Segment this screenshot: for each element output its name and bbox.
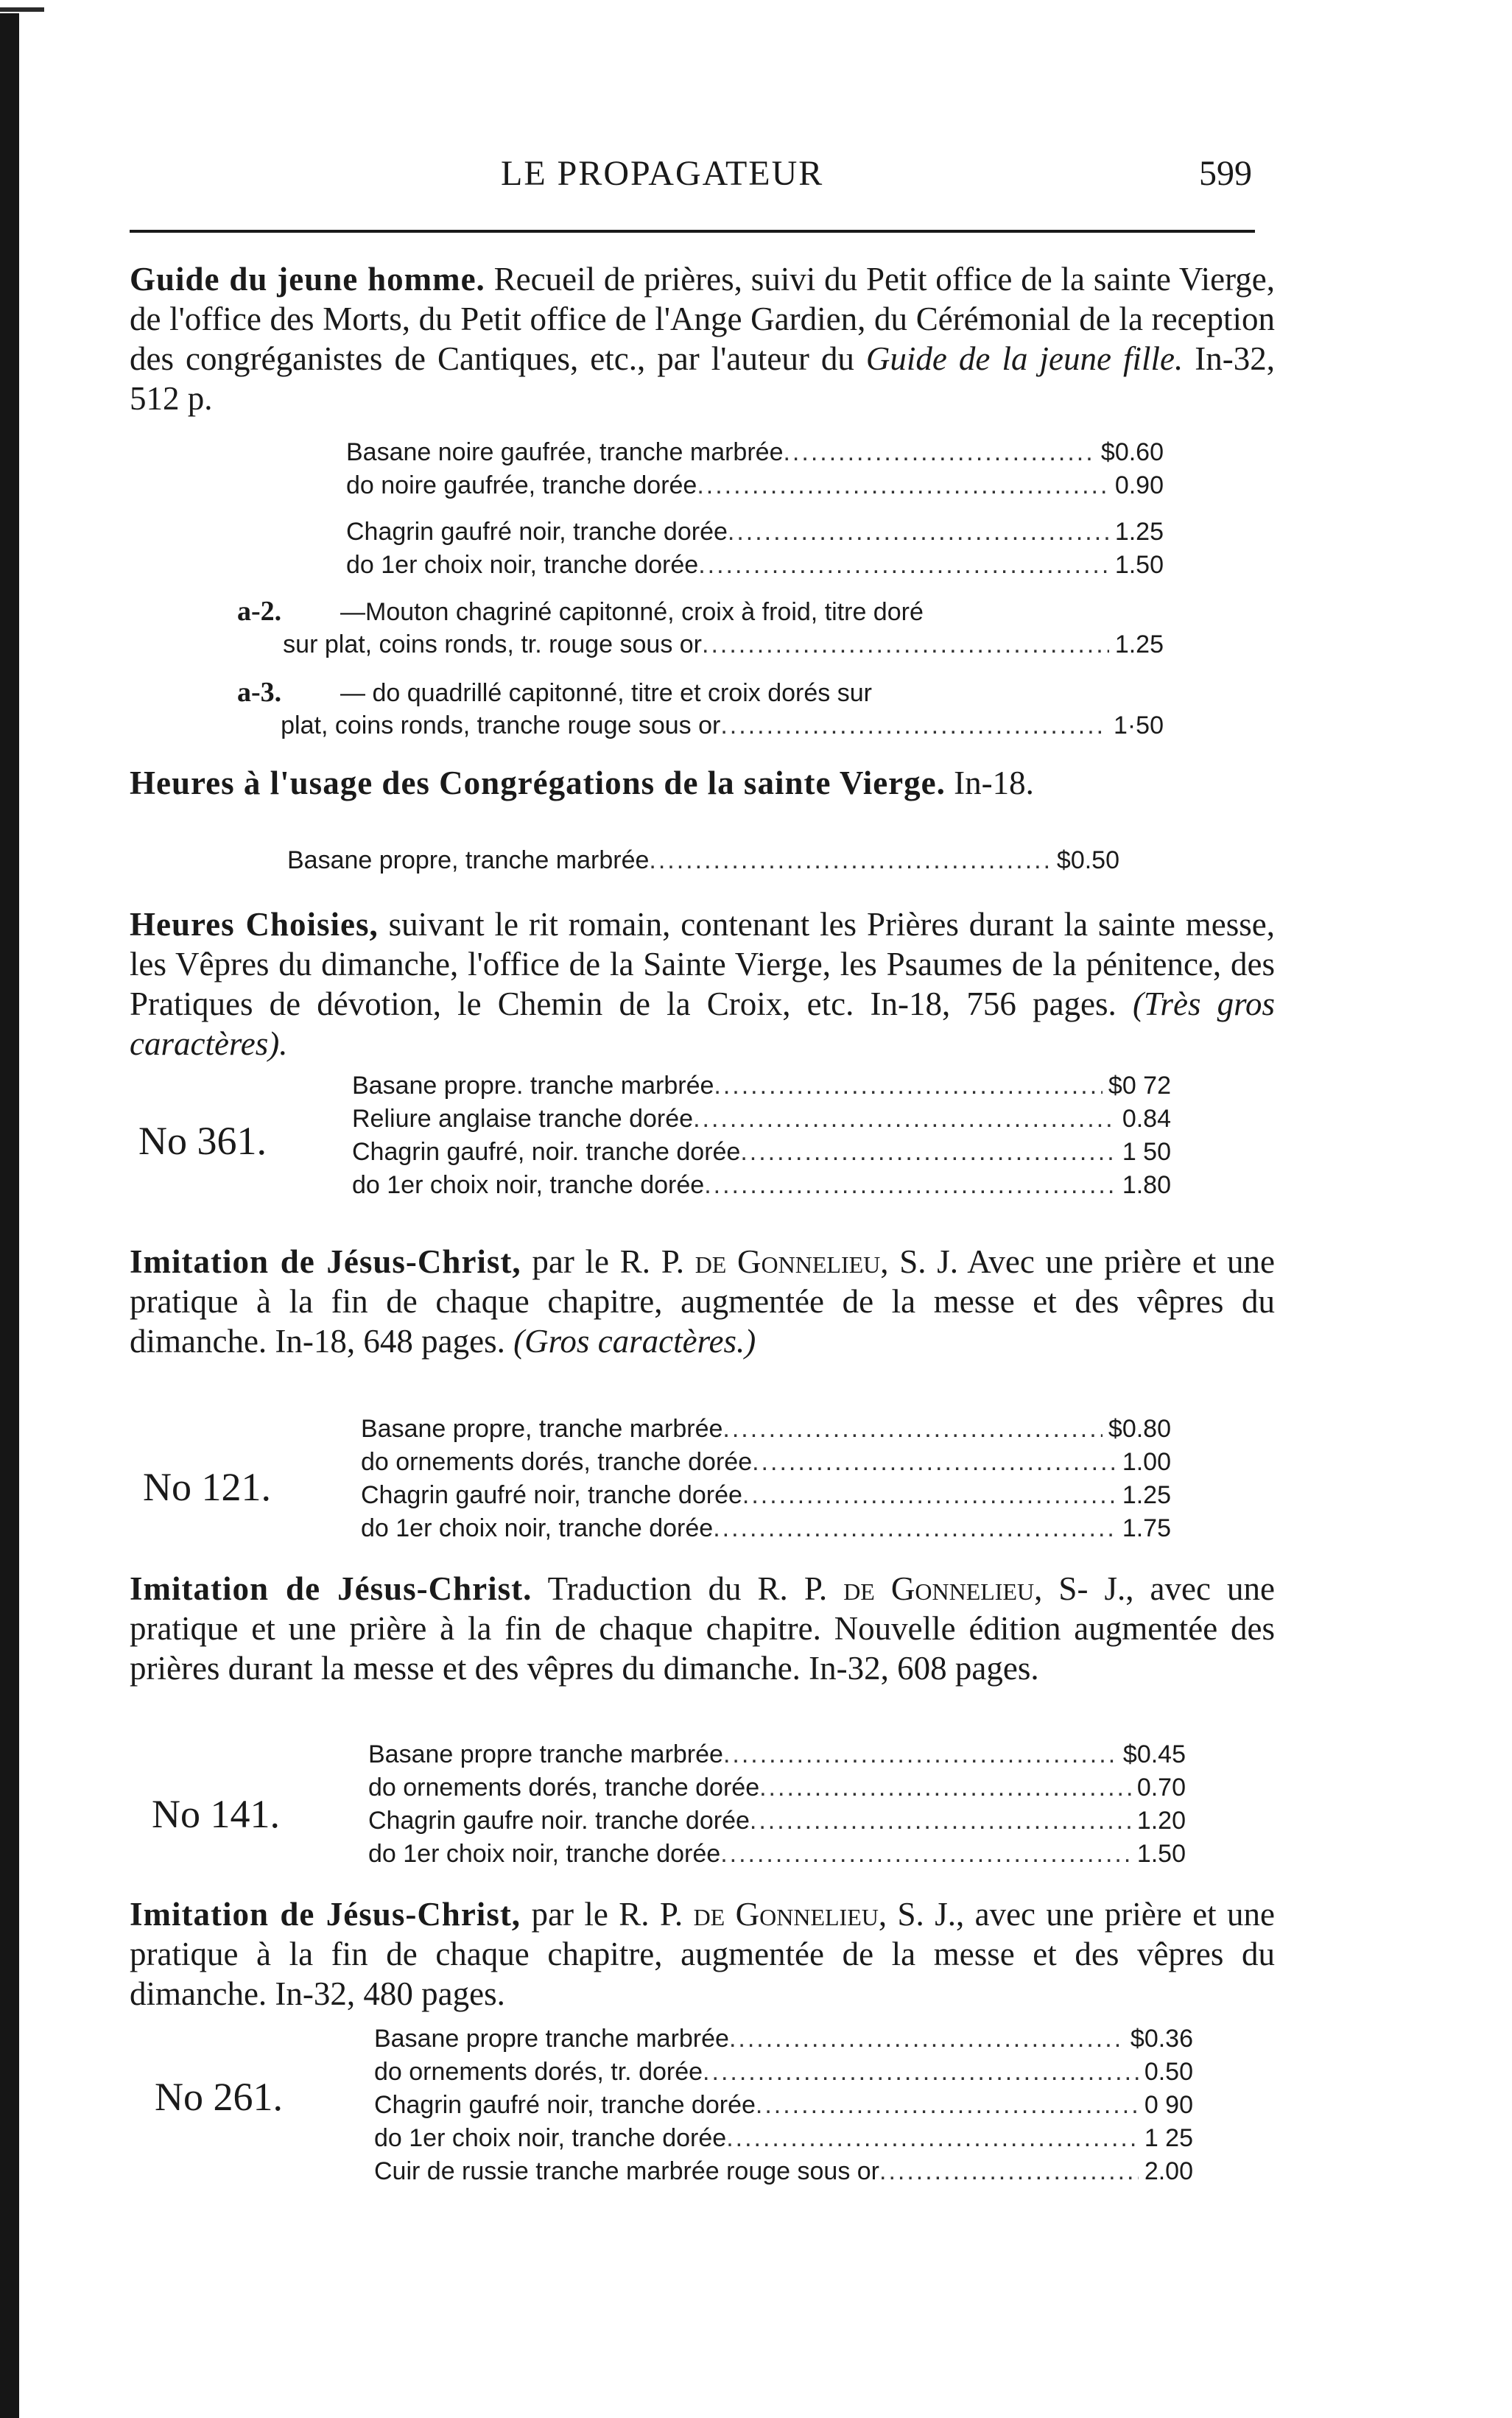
entry-text: , S- J., avec une pratique et une prière à la fin de chaque chapitre. Nouvelle édition augmentée des prières durant la messe et des vêpres du dimanche. In-32, 608 pages. [130,1570,1275,1687]
page-edge-top [0,7,44,12]
entry-text: , S. J. Avec une prière et une pratique à la fin de chaque chapitre, augmentée de la messe et des vêpres du dimanche. In-18, 648 pages. [130,1243,1275,1360]
price-list [374,2022,1193,2188]
price-row [352,1169,1171,1202]
price-value: $0.36 [1130,2025,1193,2053]
price-desc: do 1er choix noir, tranche dorée [361,1514,714,1542]
price-list [361,1413,1171,1545]
leader-dots [740,1136,1116,1169]
price-desc: —Mouton chagriné capitonné, croix à froid, titre doré [340,598,924,626]
entry-title: Imitation de Jésus-Christ. [130,1570,532,1607]
leader-dots [649,844,1051,877]
price-value: $0.60 [1100,438,1164,466]
page-number: 599 [1199,154,1252,193]
price-row [346,469,1164,502]
price-desc: Chagrin gaufré noir, tranche dorée [346,518,728,546]
leader-dots [759,1771,1131,1804]
price-list [352,1069,1171,1202]
price-value: 1.25 [1114,630,1164,658]
price-row [346,549,1164,582]
price-row [374,2022,1193,2056]
entry-tail: In-32, 512 p. [130,340,1275,417]
price-desc: do 1er choix noir, tranche dorée [374,2124,727,2152]
author-name: de Gonnelieu [843,1570,1035,1607]
price-row [352,1103,1171,1136]
price-value: $0.45 [1122,1740,1186,1768]
price-list-a2 [237,595,1164,661]
leader-dots [720,709,1108,742]
price-row [368,1771,1186,1804]
price-row [374,2122,1193,2155]
price-desc: do 1er choix noir, tranche dorée [368,1840,721,1868]
price-desc: Basane propre, tranche marbrée [361,1415,723,1443]
leader-dots [704,1169,1117,1202]
price-value: 0.84 [1122,1105,1171,1133]
catalog-number: No 261. [155,2075,283,2119]
price-list [287,844,1119,877]
price-row [287,844,1119,877]
author-name: de Gonnelieu [695,1243,881,1280]
leader-dots [723,1738,1117,1771]
price-row [368,1804,1186,1838]
price-value: 1.50 [1114,551,1164,579]
leader-dots [722,1413,1103,1446]
author-name: de Gonnelieu [693,1896,879,1933]
price-row [346,436,1164,469]
scan-page-edge [0,13,19,2418]
price-value: 1.00 [1122,1448,1171,1476]
price-desc: do ornements dorés, tranche dorée [361,1448,753,1476]
catalog-number: No 141. [152,1792,280,1836]
item-code: a-3. [237,677,282,708]
leader-dots [726,2122,1139,2155]
price-value: 0.70 [1136,1774,1186,1802]
leader-dots [750,1804,1131,1838]
entry-title: Guide du jeune homme. [130,261,485,298]
price-desc: do 1er choix noir, tranche dorée [352,1171,705,1199]
price-row [352,1069,1171,1103]
price-row [237,709,1164,742]
price-desc: do 1er choix noir, tranche dorée [346,551,699,579]
price-value: 1.50 [1136,1840,1186,1868]
price-row [361,1479,1171,1512]
entry-text: suivant le rit romain, contenant les Prières durant la sainte messe, les Vêpres du dimanche, l'office de la Sainte Vierge, les Psaumes de la pénitence, des Pratiques de dévotion, le Chemin de la Croix, etc. In-18, 756 pages. [130,906,1275,1022]
price-desc: Basane noire gaufrée, tranche marbrée [346,438,784,466]
price-desc: Chagrin gaufré, noir. tranche dorée [352,1138,741,1166]
entry-title: Heures à l'usage des Congrégations de la sainte Vierge. [130,765,946,801]
price-desc: Basane propre. tranche marbrée [352,1072,714,1100]
price-desc: do ornements dorés, tranche dorée [368,1774,760,1802]
leader-dots [728,516,1109,549]
entry-heures-congregations [130,763,1275,803]
price-value: 1.25 [1122,1481,1171,1509]
leader-dots [742,1479,1117,1512]
leader-dots [703,2056,1139,2089]
price-desc: — do quadrillé capitonné, titre et croix dorés sur [340,679,872,707]
entry-text: Traduction du R. P. [532,1570,844,1607]
entry-imitation-261 [130,1894,1275,2014]
entry-title: Heures Choisies, [130,906,379,943]
price-list [346,436,1164,502]
price-desc: sur plat, coins ronds, tr. rouge sous or [283,630,703,658]
price-desc: Chagrin gaufre noir. tranche dorée [368,1807,750,1835]
leader-dots [783,436,1094,469]
price-desc: Basane propre tranche marbrée [368,1740,723,1768]
leader-dots [713,1512,1117,1545]
entry-tail: In-18. [945,765,1034,801]
leader-dots [756,2089,1139,2122]
price-desc: do ornements dorés, tr. dorée [374,2058,703,2086]
entry-title: Imitation de Jésus-Christ, [130,1243,521,1280]
leader-dots [720,1838,1131,1871]
price-desc: Chagrin gaufré noir, tranche dorée [374,2091,756,2119]
price-list [368,1738,1186,1871]
catalog-number: No 121. [143,1465,271,1509]
entry-guide-jeune-homme [130,259,1275,418]
entry-italic: (Gros caractères.) [513,1323,756,1360]
price-row [361,1413,1171,1446]
entry-text: par le R. P. [521,1243,695,1280]
price-value: 1 50 [1122,1138,1171,1166]
price-desc: Reliure anglaise tranche dorée [352,1105,694,1133]
price-value: 2.00 [1144,2157,1193,2185]
price-value: 0 90 [1144,2091,1193,2119]
price-row [237,676,1164,709]
price-row [368,1838,1186,1871]
price-row [237,628,1164,661]
leader-dots [752,1446,1117,1479]
entry-text: par le R. P. [521,1896,694,1933]
leader-dots [714,1069,1103,1103]
price-value: 1.25 [1114,518,1164,546]
price-desc: Basane propre, tranche marbrée [287,846,650,874]
price-row [361,1512,1171,1545]
entry-italic: Guide de la jeune fille. [865,340,1184,377]
leader-dots [698,549,1109,582]
entry-italic: (Très gros caractères). [130,985,1275,1062]
entry-title: Imitation de Jésus-Christ, [130,1896,521,1933]
entry-imitation-121 [130,1242,1275,1361]
price-value: 1.75 [1122,1514,1171,1542]
price-list [346,516,1164,582]
price-value: 1.80 [1122,1171,1171,1199]
price-value: 0.50 [1144,2058,1193,2086]
price-row [237,595,1164,628]
price-row [361,1446,1171,1479]
price-row [346,516,1164,549]
leader-dots [702,628,1109,661]
price-desc: Basane propre tranche marbrée [374,2025,729,2053]
leader-dots [693,1103,1117,1136]
leader-dots [697,469,1108,502]
price-list-a3 [237,676,1164,742]
price-value: 1.20 [1136,1807,1186,1835]
leader-dots [879,2155,1139,2188]
item-code: a-2. [237,596,282,627]
price-value: $0 72 [1108,1072,1171,1100]
running-title: LE PROPAGATEUR [501,154,824,193]
price-value: 1 25 [1144,2124,1193,2152]
price-desc: plat, coins ronds, tranche rouge sous or [281,711,721,739]
price-value: 0.90 [1114,471,1164,499]
catalog-number: No 361. [138,1119,267,1163]
price-desc: Chagrin gaufré noir, tranche dorée [361,1481,742,1509]
entry-heures-choisies [130,904,1275,1064]
price-row [374,2089,1193,2122]
entry-imitation-141 [130,1569,1275,1688]
header-rule [130,230,1255,233]
price-desc: Cuir de russie tranche marbrée rouge sous or [374,2157,879,2185]
price-value: $0.80 [1108,1415,1171,1443]
entry-text: Recueil de prières, suivi du Petit office de la sainte Vierge, de l'office des Morts, du Petit office de l'Ange Gardien, du Cérémonial de la reception des congréganistes de Cantiques, etc., par l'auteur du [130,261,1275,377]
price-row [368,1738,1186,1771]
price-row [374,2056,1193,2089]
price-value: $0.50 [1056,846,1119,874]
price-row [352,1136,1171,1169]
entry-text: , S. J., avec une prière et une pratique à la fin de chaque chapitre, augmentée de la messe et des vêpres du dimanche. In-32, 480 pages. [130,1896,1275,2012]
price-value: 1·50 [1113,711,1164,739]
price-row [374,2155,1193,2188]
price-desc: do noire gaufrée, tranche dorée [346,471,697,499]
leader-dots [729,2022,1125,2056]
